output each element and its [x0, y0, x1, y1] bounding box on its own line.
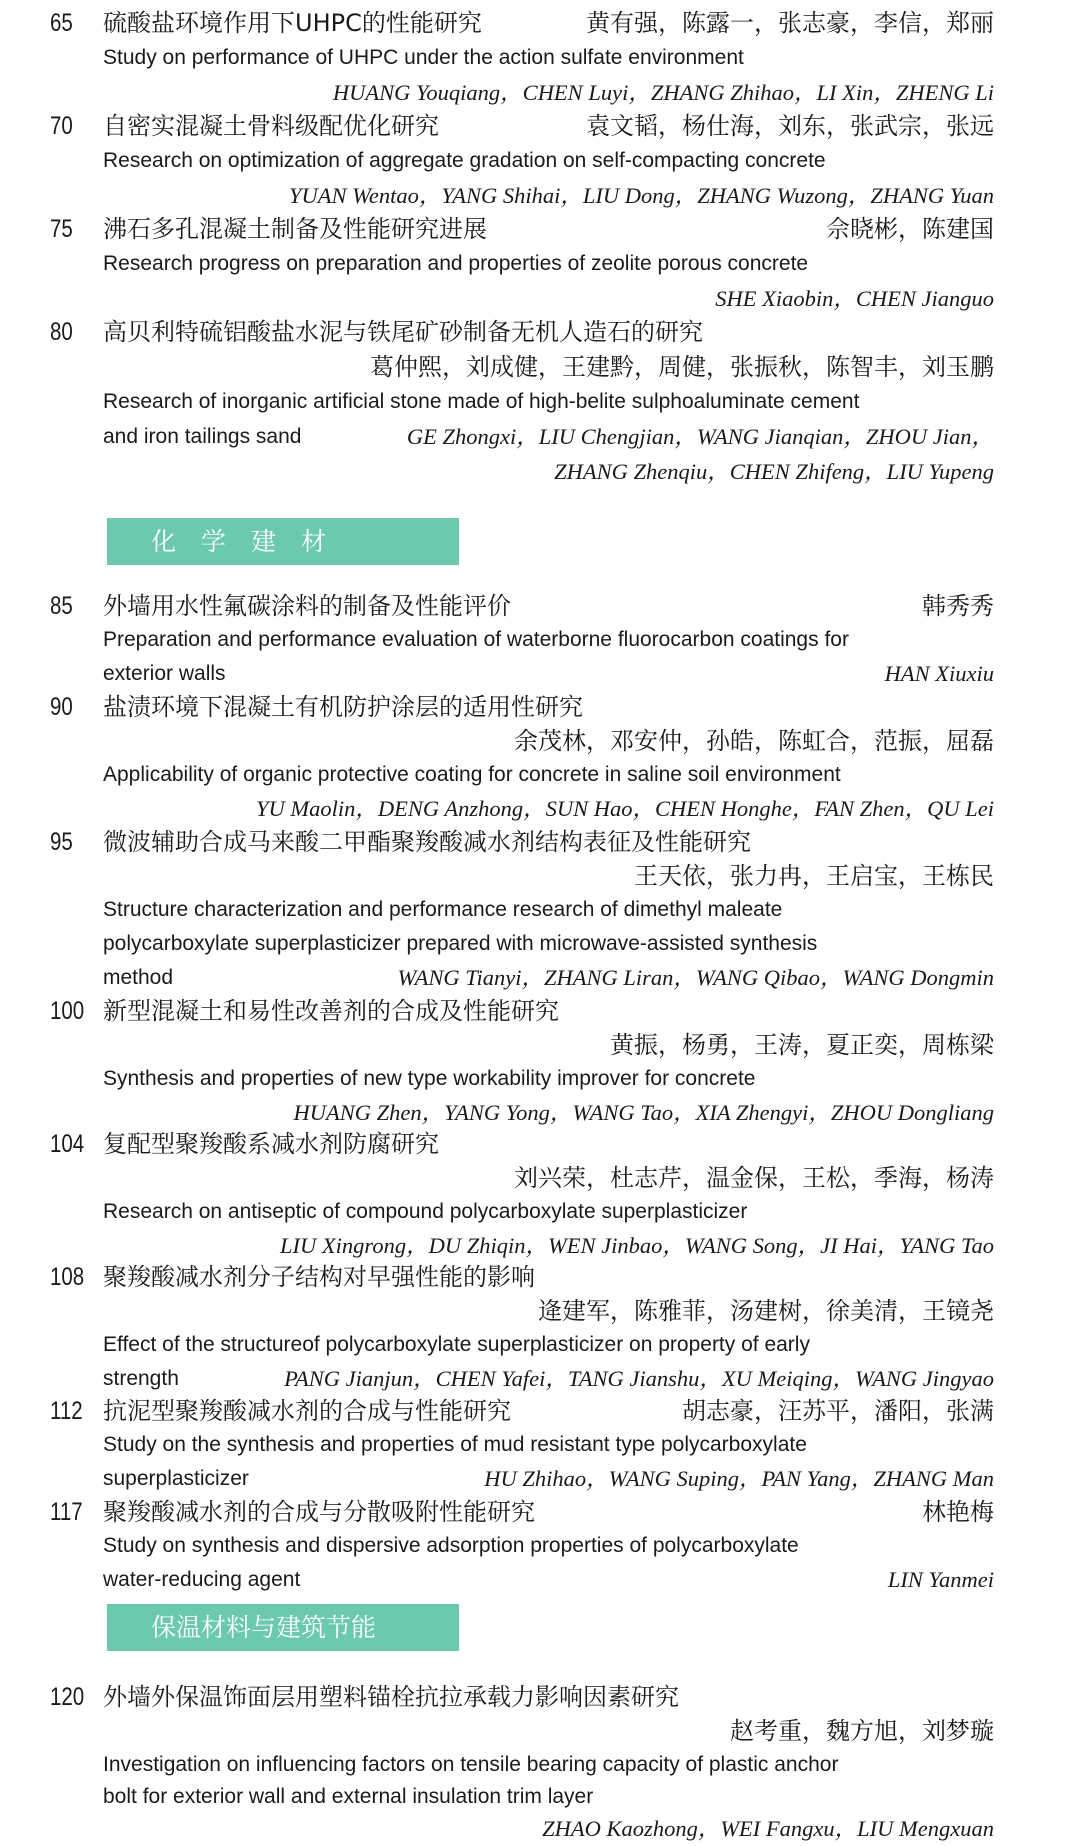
- chinese-authors: 黄振，杨勇，王涛，夏正奕，周栋梁: [610, 1031, 994, 1059]
- english-authors: YU Maolin，DENG Anzhong，SUN Hao，CHEN Honghe，FAN Zhen，QU Lei: [256, 796, 994, 821]
- page-number: 70: [50, 112, 73, 140]
- section-label: 化 学 建 材: [151, 527, 327, 556]
- english-authors: YUAN Wentao，YANG Shihai，LIU Dong，ZHANG Wuzong，ZHANG Yuan: [289, 183, 994, 208]
- english-title: Investigation on influencing factors on tensile bearing capacity of plastic anchor: [103, 1753, 839, 1776]
- english-title-tail: strength: [103, 1367, 179, 1390]
- english-title: Study on synthesis and dispersive adsorption properties of polycarboxylate: [103, 1534, 799, 1557]
- page-number: 80: [50, 318, 73, 346]
- english-authors: HAN Xiuxiu: [884, 661, 994, 686]
- english-title: Effect of the structureof polycarboxylate superplasticizer on property of early: [103, 1333, 810, 1356]
- chinese-title: 聚羧酸减水剂分子结构对早强性能的影响: [103, 1263, 535, 1291]
- page-number: 108: [50, 1263, 85, 1291]
- english-authors-continued: ZHANG Zhenqiu，CHEN Zhifeng，LIU Yupeng: [554, 459, 994, 484]
- english-title: Preparation and performance evaluation of waterborne fluorocarbon coatings for: [103, 628, 849, 651]
- page-number: 90: [50, 693, 73, 721]
- english-title-tail: and iron tailings sand: [103, 425, 302, 448]
- english-authors: HUANG Youqiang，CHEN Luyi，ZHANG Zhihao，LI Xin，ZHENG Li: [332, 80, 994, 105]
- english-authors: HU Zhihao，WANG Suping，PAN Yang，ZHANG Man: [484, 1466, 994, 1491]
- chinese-authors: 刘兴荣，杜志芹，温金保，王松，季海，杨涛: [514, 1164, 994, 1192]
- english-title-line-2: bolt for exterior wall and external insulation trim layer: [103, 1785, 594, 1808]
- chinese-title: 外墙外保温饰面层用塑料锚栓抗拉承载力影响因素研究: [103, 1683, 679, 1711]
- english-title: Synthesis and properties of new type workability improver for concrete: [103, 1067, 756, 1090]
- english-authors: ZHAO Kaozhong，WEI Fangxu，LIU Mengxuan: [542, 1816, 994, 1841]
- chinese-authors: 韩秀秀: [922, 592, 994, 620]
- page-number: 95: [50, 828, 73, 856]
- page-number: 104: [50, 1130, 85, 1158]
- english-title: Applicability of organic protective coating for concrete in saline soil environment: [103, 763, 841, 786]
- english-title: Research on antiseptic of compound polycarboxylate superplasticizer: [103, 1200, 748, 1223]
- chinese-title: 自密实混凝土骨料级配优化研究: [103, 112, 439, 140]
- english-title-tail: water-reducing agent: [103, 1568, 301, 1591]
- chinese-title: 聚羧酸减水剂的合成与分散吸附性能研究: [103, 1498, 535, 1526]
- chinese-authors: 佘晓彬，陈建国: [826, 215, 994, 243]
- english-title: Study on performance of UHPC under the action sulfate environment: [103, 46, 744, 69]
- chinese-authors: 逄建军，陈雅菲，汤建树，徐美清，王镜尧: [538, 1297, 994, 1325]
- english-title-line: [103, 657, 994, 691]
- chinese-title: 沸石多孔混凝土制备及性能研究进展: [103, 215, 487, 243]
- english-title: Study on the synthesis and properties of mud resistant type polycarboxylate: [103, 1433, 807, 1456]
- page-number: 65: [50, 9, 73, 37]
- english-authors: LIN Yanmei: [887, 1567, 994, 1592]
- chinese-title: 盐渍环境下混凝土有机防护涂层的适用性研究: [103, 693, 583, 721]
- chinese-authors: 黄有强，陈露一，张志豪，李信，郑丽: [586, 9, 994, 37]
- english-title-line: [103, 420, 994, 454]
- english-title-line: [103, 1362, 994, 1396]
- page-number: 112: [50, 1397, 83, 1425]
- chinese-title: 微波辅助合成马来酸二甲酯聚羧酸减水剂结构表征及性能研究: [103, 828, 751, 856]
- english-title-tail: superplasticizer: [103, 1467, 249, 1490]
- english-authors: HUANG Zhen，YANG Yong，WANG Tao，XIA Zhengyi，ZHOU Dongliang: [293, 1100, 994, 1125]
- chinese-authors: 赵考重，魏方旭，刘梦璇: [730, 1717, 994, 1745]
- section-header-chemical-materials: [107, 518, 459, 565]
- page-number: 117: [50, 1498, 83, 1526]
- chinese-title: 高贝利特硫铝酸盐水泥与铁尾矿砂制备无机人造石的研究: [103, 318, 703, 346]
- page-number: 85: [50, 592, 73, 620]
- chinese-authors: 王天依，张力冉，王启宝，王栋民: [634, 862, 994, 890]
- chinese-authors: 林艳梅: [922, 1498, 994, 1526]
- english-authors: PANG Jianjun，CHEN Yafei，TANG Jianshu，XU Meiqing，WANG Jingyao: [284, 1366, 994, 1391]
- english-title-line: [103, 961, 994, 995]
- english-authors: WANG Tianyi，ZHANG Liran，WANG Qibao，WANG Dongmin: [397, 965, 994, 990]
- chinese-title: 抗泥型聚羧酸减水剂的合成与性能研究: [103, 1397, 511, 1425]
- english-title-line: [103, 1462, 994, 1496]
- section-header-insulation-energy-saving: [107, 1604, 459, 1651]
- english-title: Structure characterization and performance research of dimethyl maleate: [103, 898, 783, 921]
- chinese-authors: 余茂林，邓安仲，孙皓，陈虹合，范振，屈磊: [514, 727, 994, 755]
- page-number: 75: [50, 215, 73, 243]
- english-title: Research progress on preparation and properties of zeolite porous concrete: [103, 252, 809, 275]
- english-title-tail: method: [103, 966, 174, 989]
- chinese-title: 新型混凝土和易性改善剂的合成及性能研究: [103, 997, 559, 1025]
- english-authors: LIU Xingrong，DU Zhiqin，WEN Jinbao，WANG Song，JI Hai，YANG Tao: [280, 1233, 994, 1258]
- english-title-line-2: polycarboxylate superplasticizer prepared with microwave-assisted synthesis: [103, 932, 818, 955]
- chinese-authors: 葛仲熙，刘成健，王建黔，周健，张振秋，陈智丰，刘玉鹏: [370, 353, 994, 381]
- page-number: 120: [50, 1683, 85, 1711]
- english-title: Research on optimization of aggregate gradation on self-compacting concrete: [103, 149, 826, 172]
- english-title-line: [103, 1563, 994, 1597]
- section-label: 保温材料与建筑节能: [151, 1613, 377, 1642]
- chinese-title: 外墙用水性氟碳涂料的制备及性能评价: [103, 592, 511, 620]
- page-number: 100: [50, 997, 85, 1025]
- english-title-tail: exterior walls: [103, 662, 226, 685]
- english-title: Research of inorganic artificial stone made of high-belite sulphoaluminate cement: [103, 390, 860, 413]
- chinese-authors: 胡志豪，汪苏平，潘阳，张满: [682, 1397, 994, 1425]
- chinese-authors: 袁文韬，杨仕海，刘东，张武宗，张远: [586, 112, 994, 140]
- english-authors: SHE Xiaobin，CHEN Jianguo: [715, 286, 994, 311]
- chinese-title: 复配型聚羧酸系减水剂防腐研究: [103, 1130, 439, 1158]
- english-authors: GE Zhongxi，LIU Chengjian，WANG Jianqian，ZHOU Jian，: [406, 424, 994, 449]
- chinese-title: 硫酸盐环境作用下UHPC的性能研究: [103, 9, 482, 37]
